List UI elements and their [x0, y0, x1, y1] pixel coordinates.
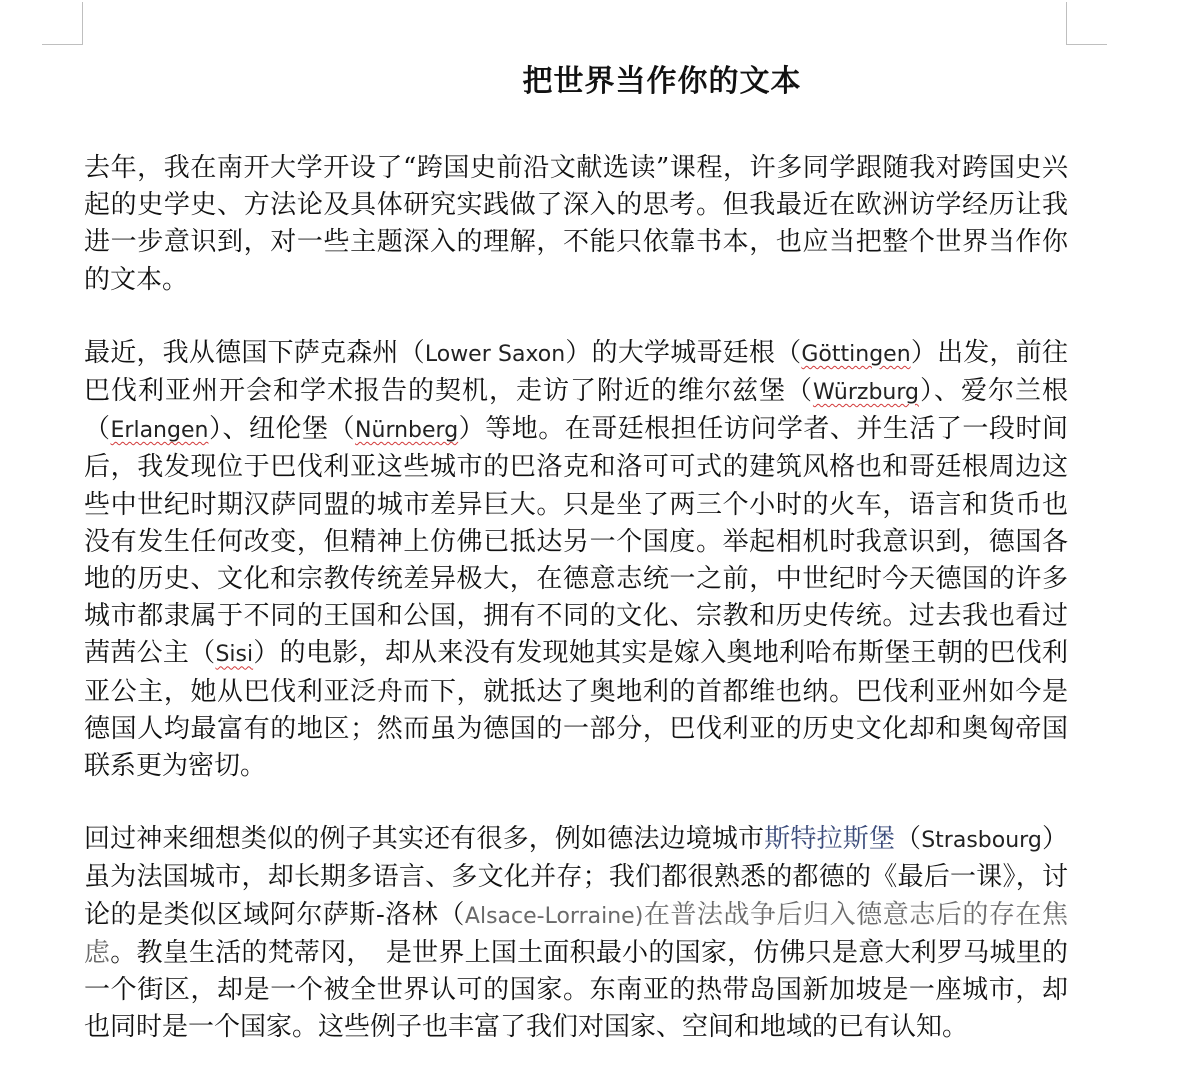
paragraph-3[interactable]	[84, 821, 1068, 1046]
paragraph-3-text-2: （	[895, 824, 922, 855]
paragraph-2-text-1: 最近，我从德国下萨克森州（	[84, 337, 425, 368]
term-alsace-lorraine: Alsace-Lorraine)	[464, 903, 644, 929]
document-title[interactable]: 把世界当作你的文本	[522, 64, 802, 99]
paragraph-2-text-3: ）出发，前往巴伐利亚州开会和学术报告的契机，走访了附近的维尔兹堡（	[84, 337, 1068, 407]
paragraph-3-text-3: ）虽为法国城市，却长期多语言、多文化并存；我们都很熟悉的都德的《最后一课》，讨论的是类似区域阿尔萨斯-洛林（	[84, 824, 1068, 930]
paragraph-2-text-6: ）等地。在哥廷根担任访问学者、并生活了一段时间后，我发现位于巴伐利亚这些城市的巴洛克和洛可可式的建筑风格也和哥廷根周边这些中世纪时期汉萨同盟的城市差异巨大。只是坐了两三个小时的火车，语言和货币也没有发生任何改变，但精神上仿佛已抵达另一个国度。举起相机时我意识到，德国各地的历史、文化和宗教传统差异极大，在德意志统一之前，中世纪时今天德国的许多城市都隶属于不同的王国和公国，拥有不同的文化、宗教和历史传统。过去我也看过茜茜公主（	[84, 414, 1068, 669]
term-wurzburg-spellcheck[interactable]: Würzburg	[812, 380, 919, 406]
paragraph-1[interactable]	[84, 150, 1068, 299]
page-corner-mark-left	[42, 2, 83, 45]
paragraph-2-text-7: ）的电影，却从来没有发现她其实是嫁入奥地利哈布斯堡王朝的巴伐利亚公主，她从巴伐利亚泛舟而下，就抵达了奥地利的首都维也纳。巴伐利亚州如今是德国人均最富有的地区；然而虽为德国的一部分，巴伐利亚的历史文化却和奥匈帝国联系更为密切。	[84, 638, 1068, 782]
term-gottingen-spellcheck[interactable]: Göttingen	[801, 341, 911, 367]
paragraph-1-text: 去年，我在南开大学开设了“跨国史前沿文献选读”课程，许多同学跟随我对跨国史兴起的史学史、方法论及具体研究实践做了深入的思考。但我最近在欧洲访学经历让我进一步意识到，对一些主题深入的理解，不能只依靠书本，也应当把整个世界当作你的文本。	[84, 153, 1068, 295]
term-strasbourg-cn: 斯特拉斯堡	[764, 824, 896, 855]
term-lower-saxon: Lower Saxon	[424, 341, 566, 367]
paragraph-2-text-2: ）的大学城哥廷根（	[565, 337, 802, 368]
term-sisi-spellcheck[interactable]: Sisi	[215, 642, 254, 668]
page-corner-mark-right	[1066, 2, 1107, 45]
paragraph-2-text-5: ）、纽伦堡（	[208, 414, 356, 445]
document-body[interactable]	[84, 150, 1068, 1082]
paragraph-3-text-4: 在普法战争后归入德意志后的存在焦虑	[84, 899, 1068, 968]
paragraph-3-text-1: 回过神来细想类似的例子其实还有很多，例如德法边境城市	[84, 824, 765, 855]
paragraph-2[interactable]	[84, 335, 1068, 785]
paragraph-2-text-4: ）、爱尔兰根（	[84, 376, 1068, 445]
term-nurnberg-spellcheck[interactable]: Nürnberg	[355, 418, 459, 444]
term-erlangen-spellcheck[interactable]: Erlangen	[110, 418, 209, 444]
paragraph-3-text-5: 。教皇生活的梵蒂冈， 是世界上国土面积最小的国家，仿佛只是意大利罗马城里的一个街区，却是一个被全世界认可的国家。东南亚的热带岛国新加坡是一座城市，却也同时是一个国家。这些例子也丰富了我们对国家、空间和地域的已有认知。	[84, 937, 1068, 1043]
term-strasbourg: Strasbourg	[921, 828, 1042, 854]
